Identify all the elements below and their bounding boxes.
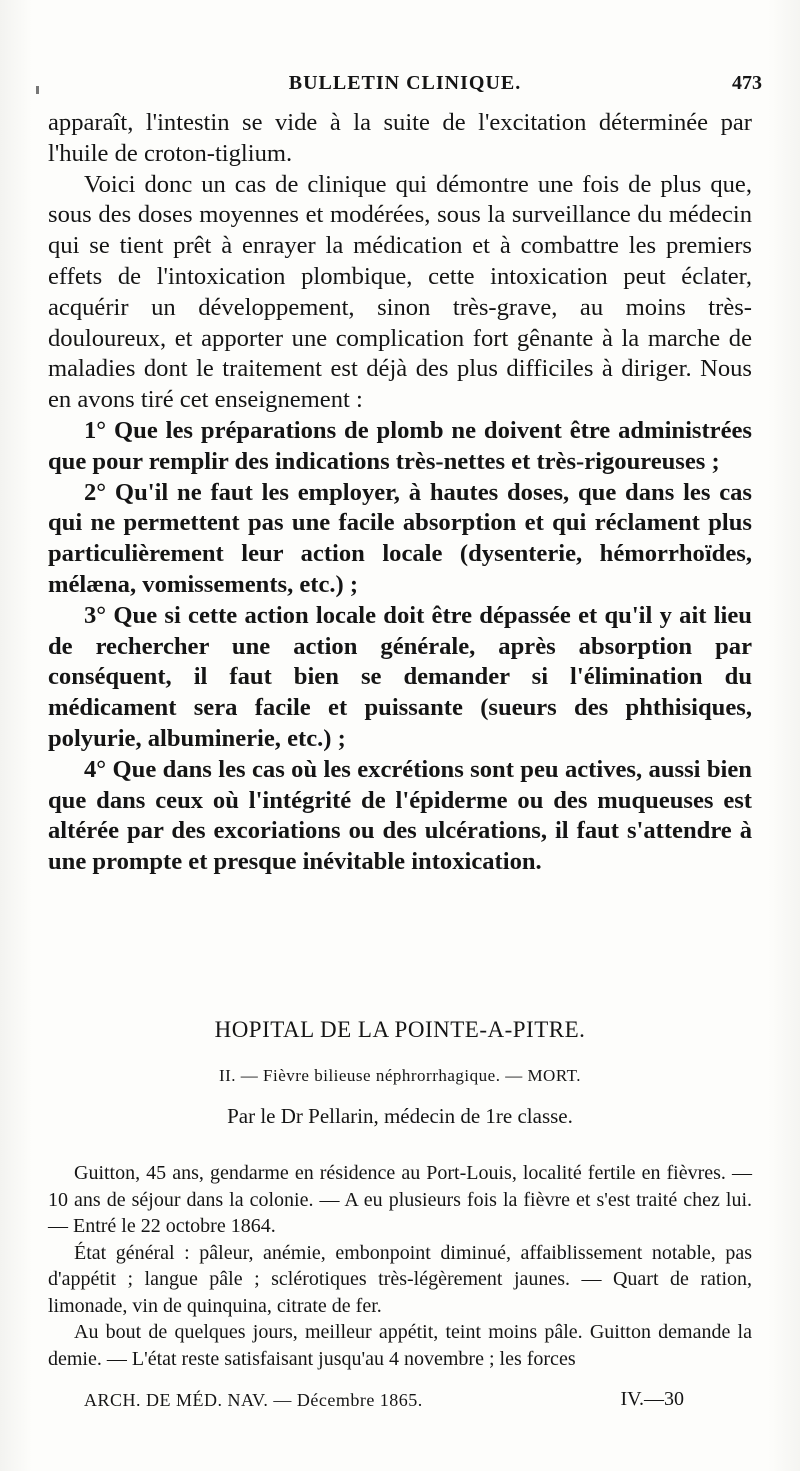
page-footer [84,1388,684,1416]
case-paragraph-state: État général : pâleur, anémie, embonpoint diminué, affaiblissement notable, pas d'appétit ; langue pâle ; sclérotiques très-légèrement jaunes. — Quart de ration, limonade, vin de quinquina, citrate de fer. [48,1241,752,1317]
running-head [40,72,770,102]
paragraph-point-4: 4° Que dans les cas où les excrétions sont peu actives, aussi bien que dans ceux où l'intégrité de l'épiderme ou des muqueuses est altérée par des excoriations ou des ulcérations, il faut s'attendre à une prompte et presque inévitable intoxication. [48,755,752,876]
page-number: 473 [732,72,762,94]
running-title: BULLETIN CLINIQUE. [288,72,522,94]
scan-mark [36,86,39,94]
case-text [48,1160,752,1372]
section-title: HOPITAL DE LA POINTE-A-PITRE. [214,1017,586,1042]
case-paragraph-intro: Guitton, 45 ans, gendarme en résidence au Port-Louis, localité fertile en fièvres. — 10 ans de séjour dans la colonie. — A eu plusieurs fois la fièvre et s'est traité chez lui. — Entré le 22 octobre 1864. [48,1162,752,1237]
paragraph-continuation: apparaît, l'intestin se vide à la suite de l'excitation déterminée par l'huile de croton-tiglium. [48,109,752,167]
paragraph-clinical-case: Voici donc un cas de clinique qui démontre une fois de plus que, sous des doses moyennes et modérées, sous la surveillance du médecin qui se tient prêt à enrayer la médication et à combattre les premiers effets de l'intoxication plombique, cette intoxication peut éclater, acquérir un développement, sinon très-grave, au moins très-douloureux, et apporter une complication fort gênante à la marche de maladies dont le traitement est déjà des plus difficiles à diriger. Nous en avons tiré cet enseignement : [48,170,752,414]
signature-mark: IV.—30 [620,1388,684,1410]
case-paragraph-progress: Au bout de quelques jours, meilleur appétit, teint moins pâle. Guitton demande la demie. — L'état reste satisfaisant jusqu'au 4 novembre ; les forces [48,1321,752,1370]
case-heading: II. — Fièvre bilieuse néphrorrhagique. — MORT. [218,1066,582,1085]
paragraph-point-3: 3° Que si cette action locale doit être dépassée et qu'il y ait lieu de rechercher une action générale, après absorption par conséquent, il faut bien se demander si l'élimination du médicament sera facile et puissante (sueurs des phthisiques, polyurie, albuminerie, etc.) ; [48,601,752,752]
paragraph-point-2: 2° Qu'il ne faut les employer, à hautes doses, que dans les cas qui ne permettent pas une facile absorption et qui réclament plus particulièrement leur action locale (dysenterie, hémorrhoïdes, mélæna, vomissements, etc.) ; [48,478,752,598]
paragraph-point-1: 1° Que les préparations de plomb ne doivent être administrées que pour remplir des indications très-nettes et très-rigoureuses ; [48,416,752,475]
journal-reference: ARCH. DE MÉD. NAV. — Décembre 1865. [84,1390,423,1410]
body-text [48,108,752,878]
author-line: Par le Dr Pellarin, médecin de 1re classe. [227,1104,573,1128]
